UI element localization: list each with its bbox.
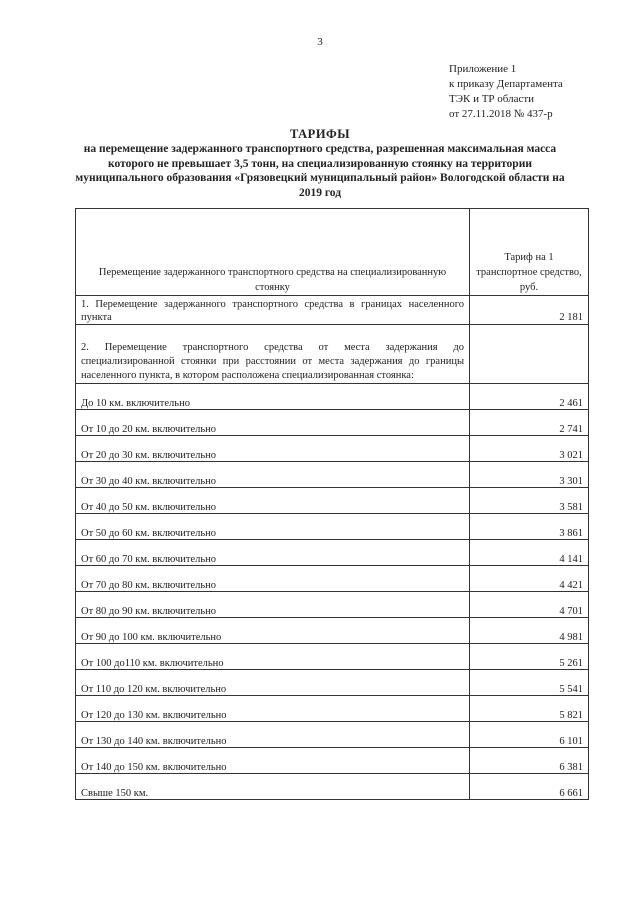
table-row xyxy=(76,488,589,514)
table-row xyxy=(76,540,589,566)
tariff-value: 2 461 xyxy=(470,384,589,410)
row-value xyxy=(470,325,589,384)
distance-label: От 40 до 50 км. включительно xyxy=(76,488,470,514)
tariff-value: 5 821 xyxy=(470,696,589,722)
distance-label: От 30 до 40 км. включительно xyxy=(76,462,470,488)
distance-label: От 20 до 30 км. включительно xyxy=(76,436,470,462)
table-row xyxy=(76,436,589,462)
table-row xyxy=(76,384,589,410)
distance-label: От 90 до 100 км. включительно xyxy=(76,618,470,644)
tariff-value: 4 701 xyxy=(470,592,589,618)
table-row xyxy=(76,774,589,800)
tariffs-table xyxy=(75,208,589,800)
table-header-row xyxy=(76,209,589,296)
header-description: Перемещение задержанного транспортного средства на специализированную стоянку xyxy=(76,209,470,296)
appendix-line: Приложение 1 xyxy=(449,63,517,75)
tariff-value: 4 421 xyxy=(470,566,589,592)
appendix-line: ТЭК и ТР области xyxy=(449,93,535,105)
table-row xyxy=(76,618,589,644)
distance-label: Свыше 150 км. xyxy=(76,774,470,800)
appendix-block xyxy=(449,62,563,122)
header-tariff: Тариф на 1 транспортное средство, руб. xyxy=(470,209,589,296)
document-subtitle: на перемещение задержанного транспортного средства, разрешенная максимальная масса которого не превышает 3,5 тонн, на специализированную стоянку на территории муниципального образования «Грязовецкий муниципальный район» Вологодской области на 2019 год xyxy=(75,143,565,199)
distance-label: От 10 до 20 км. включительно xyxy=(76,410,470,436)
distance-label: От 140 до 150 км. включительно xyxy=(76,748,470,774)
tariff-value: 6 661 xyxy=(470,774,589,800)
row-description: 1. Перемещение задержанного транспортного средства в границах населенного пункта xyxy=(76,296,470,325)
distance-label: От 110 до 120 км. включительно xyxy=(76,670,470,696)
row-value: 2 181 xyxy=(470,296,589,325)
tariff-value: 2 741 xyxy=(470,410,589,436)
document-title: ТАРИФЫ xyxy=(289,127,351,141)
tariff-value: 5 541 xyxy=(470,670,589,696)
distance-label: От 70 до 80 км. включительно xyxy=(76,566,470,592)
distance-label: До 10 км. включительно xyxy=(76,384,470,410)
tariff-value: 3 581 xyxy=(470,488,589,514)
distance-label: От 100 до110 км. включительно xyxy=(76,644,470,670)
page-number: 3 xyxy=(317,36,323,48)
table-row xyxy=(76,722,589,748)
appendix-line: от 27.11.2018 № 437-р xyxy=(449,108,553,120)
distance-label: От 80 до 90 км. включительно xyxy=(76,592,470,618)
row-description: 2. Перемещение транспортного средства от места задержания до специализированной стоянки при расстоянии от места задержания до границы населенного пункта, в котором расположена специализированная стоянка: xyxy=(76,325,470,384)
distance-label: От 130 до 140 км. включительно xyxy=(76,722,470,748)
tariff-value: 4 141 xyxy=(470,540,589,566)
table-row xyxy=(76,670,589,696)
table-row xyxy=(76,325,589,384)
tariff-value: 3 021 xyxy=(470,436,589,462)
table-row xyxy=(76,566,589,592)
distance-label: От 50 до 60 км. включительно xyxy=(76,514,470,540)
table-row xyxy=(76,410,589,436)
table-row xyxy=(76,644,589,670)
tariff-value: 6 381 xyxy=(470,748,589,774)
distance-label: От 120 до 130 км. включительно xyxy=(76,696,470,722)
tariff-value: 4 981 xyxy=(470,618,589,644)
table-row xyxy=(76,514,589,540)
tariff-value: 6 101 xyxy=(470,722,589,748)
table-row xyxy=(76,462,589,488)
table-row xyxy=(76,296,589,325)
tariff-value: 3 861 xyxy=(470,514,589,540)
table-row xyxy=(76,696,589,722)
table-row xyxy=(76,748,589,774)
table-row xyxy=(76,592,589,618)
tariff-value: 3 301 xyxy=(470,462,589,488)
tariff-value: 5 261 xyxy=(470,644,589,670)
appendix-line: к приказу Департамента xyxy=(449,78,563,90)
distance-label: От 60 до 70 км. включительно xyxy=(76,540,470,566)
